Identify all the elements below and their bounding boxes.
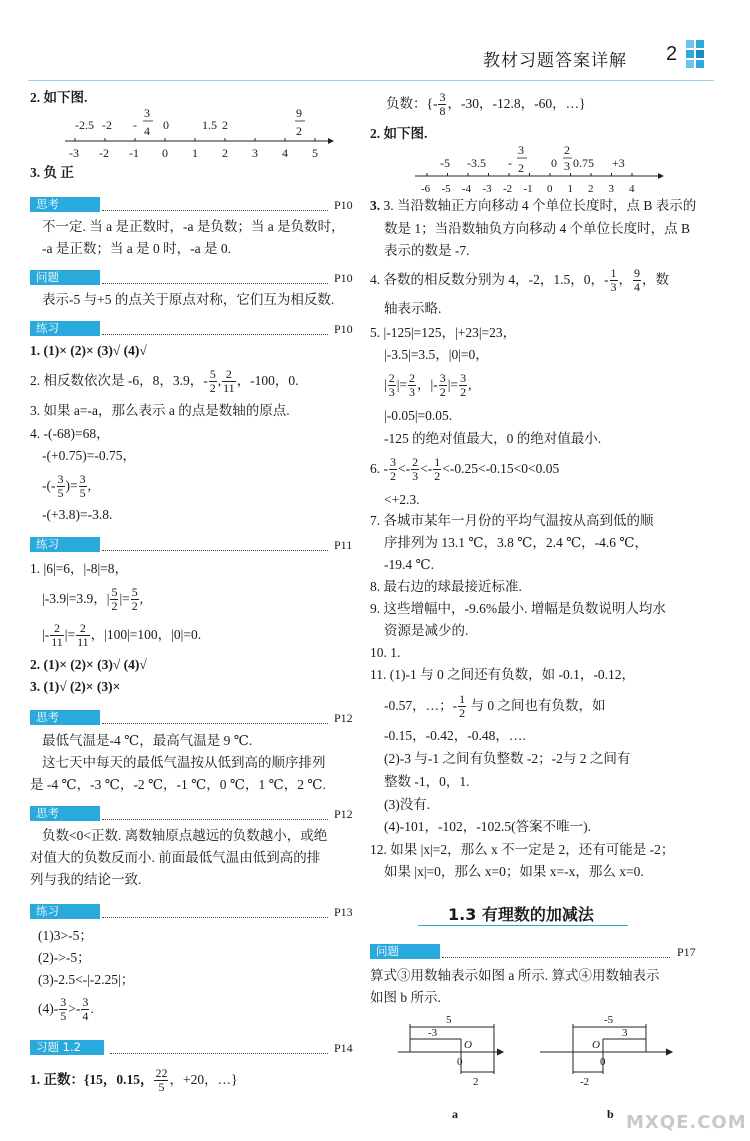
left-axis-label-2: -1 xyxy=(129,146,139,160)
r-item-9b: 资源是减少的. xyxy=(384,623,469,638)
s6-line-2: 对值大的负数反而小. 前面最低气温由低到高的排 xyxy=(30,850,321,865)
fig-b-mark-5: -2 xyxy=(580,1076,590,1088)
s3-line-6: -(- $\frac{3}{5}$ )= $\frac{3}{5}$ , xyxy=(42,472,91,501)
right-axis-label-8: 2 xyxy=(588,183,594,195)
ll-top-7: 1.5 xyxy=(202,118,217,132)
s1-line-1: 不一定. 当 a 是正数时，-a 是负数；当 a 是负数时， xyxy=(42,219,345,234)
s5-line-1: 最低气温是-4 ℃，最高气温是 9 ℃. xyxy=(42,733,253,748)
r-item-11d: (2)-3 与-1 之间有负整数 -2；-2与 2 之间有 xyxy=(384,751,631,766)
tag-sikao-2: 思考 xyxy=(30,710,100,725)
s7-line-3: (3)-2.5<-|-2.25|； xyxy=(38,972,135,987)
r-item-3a: 3. 3. 当沿数轴正方向移动 4 个单位长度时，点 B 表示的 xyxy=(370,198,697,213)
left-q2: 2. 如下图. xyxy=(30,90,88,105)
dots-4 xyxy=(102,550,328,551)
ref-4: P11 xyxy=(334,538,353,552)
ref-3: P10 xyxy=(334,322,353,336)
fig-b-mark-1: -5 xyxy=(604,1014,614,1026)
ll-top-8: 2 xyxy=(222,118,228,132)
watermark: MXQE.COM xyxy=(626,1112,747,1133)
left-axis-label-1: -2 xyxy=(99,146,109,160)
s4-line-2: |-3.9|=3.9，| $\frac{5}{2}$ |= $\frac{5}{2}$ , xyxy=(42,585,144,614)
rl-top-6: 0 xyxy=(551,156,557,170)
ll-top-3: - xyxy=(133,118,137,132)
right-axis-label-10: 4 xyxy=(629,183,635,195)
section-heading: 1.3 有理数的加减法 xyxy=(448,905,594,924)
ref-8: P14 xyxy=(334,1041,353,1055)
ref-5: P12 xyxy=(334,711,353,725)
figure-a xyxy=(396,1012,506,1102)
tag-wenti-2: 问题 xyxy=(370,944,440,959)
r-item-5e: -125 的绝对值最大，0 的绝对值最小. xyxy=(384,431,602,446)
fig-a-mark-1: 5 xyxy=(446,1014,452,1026)
ref-7: P13 xyxy=(334,905,353,919)
tag-xiti-12: 习题 1.2 xyxy=(30,1040,104,1055)
ref-1: P10 xyxy=(334,198,353,212)
fig-a-mark-5: 2 xyxy=(473,1076,479,1088)
rl-top-5: 2 xyxy=(518,161,524,175)
s7-line-2: (2)->-5； xyxy=(38,950,91,965)
left-axis-label-0: -3 xyxy=(69,146,79,160)
r-item-7c: -19.4 ℃. xyxy=(384,557,434,572)
ll-top-6: 0 xyxy=(163,118,169,132)
left-axis-label-4: 1 xyxy=(192,146,198,160)
fig-a-mark-3: O xyxy=(464,1039,472,1051)
s6-line-3: 列与我的结论一致. xyxy=(30,872,142,887)
rl-top-7: 2 xyxy=(564,143,570,157)
ll-top-1: -2.5 xyxy=(75,118,94,132)
right-axis-label-5: -1 xyxy=(523,183,533,195)
right-axis-label-9: 3 xyxy=(608,183,614,195)
tag-lianxi-2: 练习 xyxy=(30,537,100,552)
rl-top-3: - xyxy=(508,156,512,170)
s5-line-3: 是 -4 ℃，-3 ℃，-2 ℃，-1 ℃，0 ℃，1 ℃，2 ℃. xyxy=(30,777,326,792)
ref-9: P17 xyxy=(677,945,696,959)
header-title: 教材习题答案详解 xyxy=(483,51,627,71)
r-item-12b: 如果 |x|=0，那么 x=0；如果 x=-x，那么 x=0. xyxy=(384,864,644,879)
ll-top-4: 3 xyxy=(144,106,150,120)
right-number-line xyxy=(410,143,665,195)
section-heading-rule xyxy=(418,925,628,926)
s7-line-1: (1)3>-5； xyxy=(38,928,93,943)
r-item-3b: 数是 1；当沿数轴负方向移动 4 个单位长度时，点 B xyxy=(384,221,691,236)
tag-lianxi-3: 练习 xyxy=(30,904,100,919)
r-item-11g: (4)-101，-102，-102.5(答案不唯一). xyxy=(384,819,591,834)
s9-line-1: 算式③用数轴表示如图 a 所示. 算式④用数轴表示 xyxy=(370,968,660,983)
right-axis-label-0: -6 xyxy=(421,183,431,195)
s8-line-1: 1. 正数：{15，0.15， $\frac{22}{5}$ ，+20，…} xyxy=(30,1066,238,1095)
s2-line-1: 表示-5 与+5 的点关于原点对称，它们互为相反数. xyxy=(42,292,335,307)
r-item-3c: 表示的数是 -7. xyxy=(384,243,470,258)
rl-top-1: -5 xyxy=(440,156,450,170)
s7-line-4: (4)- $\frac{3}{5}$ >- $\frac{3}{4}$ . xyxy=(38,995,94,1024)
tag-wenti-1: 问题 xyxy=(30,270,100,285)
right-axis-label-3: -3 xyxy=(482,183,492,195)
r-item-11a: 11. (1)-1 与 0 之间还有负数，如 -0.1，-0.12， xyxy=(370,667,635,682)
left-axis-label-3: 0 xyxy=(162,146,168,160)
rl-top-2: -3.5 xyxy=(467,156,486,170)
figure-b-label: b xyxy=(607,1107,614,1121)
r-neg-set: 负数：{- $\frac{3}{8}$ ，-30，-12.8，-60，…} xyxy=(386,90,586,119)
fig-b-mark-2: 3 xyxy=(622,1027,628,1039)
r-item-4b: 轴表示略. xyxy=(384,301,442,316)
s3-line-2: 2. 相反数依次是 -6，8，3.9，- $\frac{5}{2}$ , $\frac{2}{11}$ ，-100，0. xyxy=(30,367,299,396)
right-axis-label-4: -2 xyxy=(503,183,513,195)
left-number-line xyxy=(60,104,335,160)
s4-line-1: 1. |6|=6，|-8|=8， xyxy=(30,561,129,576)
figure-b xyxy=(538,1012,678,1102)
tag-lianxi-1: 练习 xyxy=(30,321,100,336)
r-item-5c: | $\frac{2}{3}$ |= $\frac{2}{3}$ ，|- $\frac{3}{2}$ |= $\frac{3}{2}$ , xyxy=(384,371,472,400)
left-q3: 3. 负 正 xyxy=(30,165,74,180)
s1-line-2: -a 是正数；当 a 是 0 时，-a 是 0. xyxy=(42,241,231,256)
dots-9 xyxy=(442,957,670,958)
s3-line-1: 1. (1)× (2)× (3)√ (4)√ xyxy=(30,343,147,358)
r-item-5d: |-0.05|=0.05. xyxy=(384,408,453,423)
figure-a-label: a xyxy=(452,1107,458,1121)
ll-top-5: 4 xyxy=(144,124,150,138)
r-item-11b: -0.57，…；- $\frac{1}{2}$ 与 0 之间也有负数，如 xyxy=(384,692,606,721)
s6-line-1: 负数<0<正数. 离数轴原点越远的负数越小，或绝 xyxy=(42,828,328,843)
r-q2: 2. 如下图. xyxy=(370,126,428,141)
r-item-10: 10. 1. xyxy=(370,645,401,660)
r-item-9a: 9. 这些增幅中，-9.6%最小. 增幅是负数说明人均水 xyxy=(370,601,666,616)
ll-top-2: -2 xyxy=(102,118,112,132)
s4-line-5: 3. (1)√ (2)× (3)× xyxy=(30,679,121,694)
rl-top-4: 3 xyxy=(518,143,524,157)
page-number: 2 xyxy=(666,43,678,65)
rl-top-9: 0.75 xyxy=(573,156,594,170)
dots-5 xyxy=(102,723,328,724)
r-item-4a: 4. 各数的相反数分别为 4，-2，1.5，0，- $\frac{1}{3}$ ， $\frac{9}{4}$ ，数 xyxy=(370,266,669,295)
s5-line-2: 这七天中每天的最低气温按从低到高的顺序排列 xyxy=(42,755,326,770)
dots-3 xyxy=(102,334,328,335)
s4-line-3: |- $\frac{2}{11}$ |= $\frac{2}{11}$ ，|100|=100，|0|=0. xyxy=(42,621,202,650)
r-item-8: 8. 最右边的球最接近标准. xyxy=(370,579,522,594)
dots-6 xyxy=(102,819,328,820)
dots-1 xyxy=(102,210,328,211)
s9-line-2: 如图 b 所示. xyxy=(370,990,441,1005)
fig-b-mark-4: 0 xyxy=(600,1056,606,1068)
rl-top-8: 3 xyxy=(564,159,570,173)
left-axis-label-8: 5 xyxy=(312,146,318,160)
r-item-12a: 12. 如果 |x|=2，那么 x 不一定是 2，还有可能是 -2； xyxy=(370,842,675,857)
tag-sikao-1: 思考 xyxy=(30,197,100,212)
r-item-6b: <+2.3. xyxy=(384,492,420,507)
rl-top-10: +3 xyxy=(612,156,625,170)
corner-decoration xyxy=(686,40,714,74)
s3-line-4: 4. -(-68)=68， xyxy=(30,426,110,441)
s3-line-5: -(+0.75)=-0.75， xyxy=(42,448,136,463)
fig-b-mark-3: O xyxy=(592,1039,600,1051)
ref-6: P12 xyxy=(334,807,353,821)
s3-line-7: -(+3.8)=-3.8. xyxy=(42,507,113,522)
left-axis-label-5: 2 xyxy=(222,146,228,160)
s4-line-4: 2. (1)× (2)× (3)√ (4)√ xyxy=(30,657,147,672)
r-item-5a: 5. |-125|=125，|+23|=23， xyxy=(370,325,517,340)
r-item-11e: 整数 -1，0，1. xyxy=(384,774,470,789)
r-item-11c: -0.15，-0.42，-0.48，…. xyxy=(384,728,526,743)
right-axis-label-1: -5 xyxy=(441,183,451,195)
ll-top-10: 2 xyxy=(296,124,302,138)
right-axis-label-6: 0 xyxy=(547,183,553,195)
dots-7 xyxy=(102,917,328,918)
dots-2 xyxy=(102,283,328,284)
right-axis-label-2: -4 xyxy=(462,183,472,195)
tag-sikao-3: 思考 xyxy=(30,806,100,821)
header-rule xyxy=(28,80,714,81)
fig-a-mark-2: -3 xyxy=(428,1027,438,1039)
fig-a-mark-4: 0 xyxy=(457,1056,463,1068)
right-axis-label-7: 1 xyxy=(567,183,573,195)
r-item-5b: |-3.5|=3.5，|0|=0， xyxy=(384,347,489,362)
r-item-11f: (3)没有. xyxy=(384,797,431,812)
ll-top-9: 9 xyxy=(296,106,302,120)
dots-8 xyxy=(110,1053,328,1054)
left-axis-label-7: 4 xyxy=(282,146,288,160)
s3-line-3: 3. 如果 a=-a，那么表示 a 的点是数轴的原点. xyxy=(30,403,290,418)
r-item-7b: 序排列为 13.1 ℃，3.8 ℃，2.4 ℃，-4.6 ℃， xyxy=(384,535,649,550)
ref-2: P10 xyxy=(334,271,353,285)
r-item-6a: 6. - $\frac{3}{2}$ <- $\frac{2}{3}$ <- $\frac{1}{2}$ <-0.25<-0.15<0<0.05 xyxy=(370,455,560,484)
left-axis-label-6: 3 xyxy=(252,146,258,160)
r-item-7a: 7. 各城市某年一月份的平均气温按从高到低的顺 xyxy=(370,513,654,528)
